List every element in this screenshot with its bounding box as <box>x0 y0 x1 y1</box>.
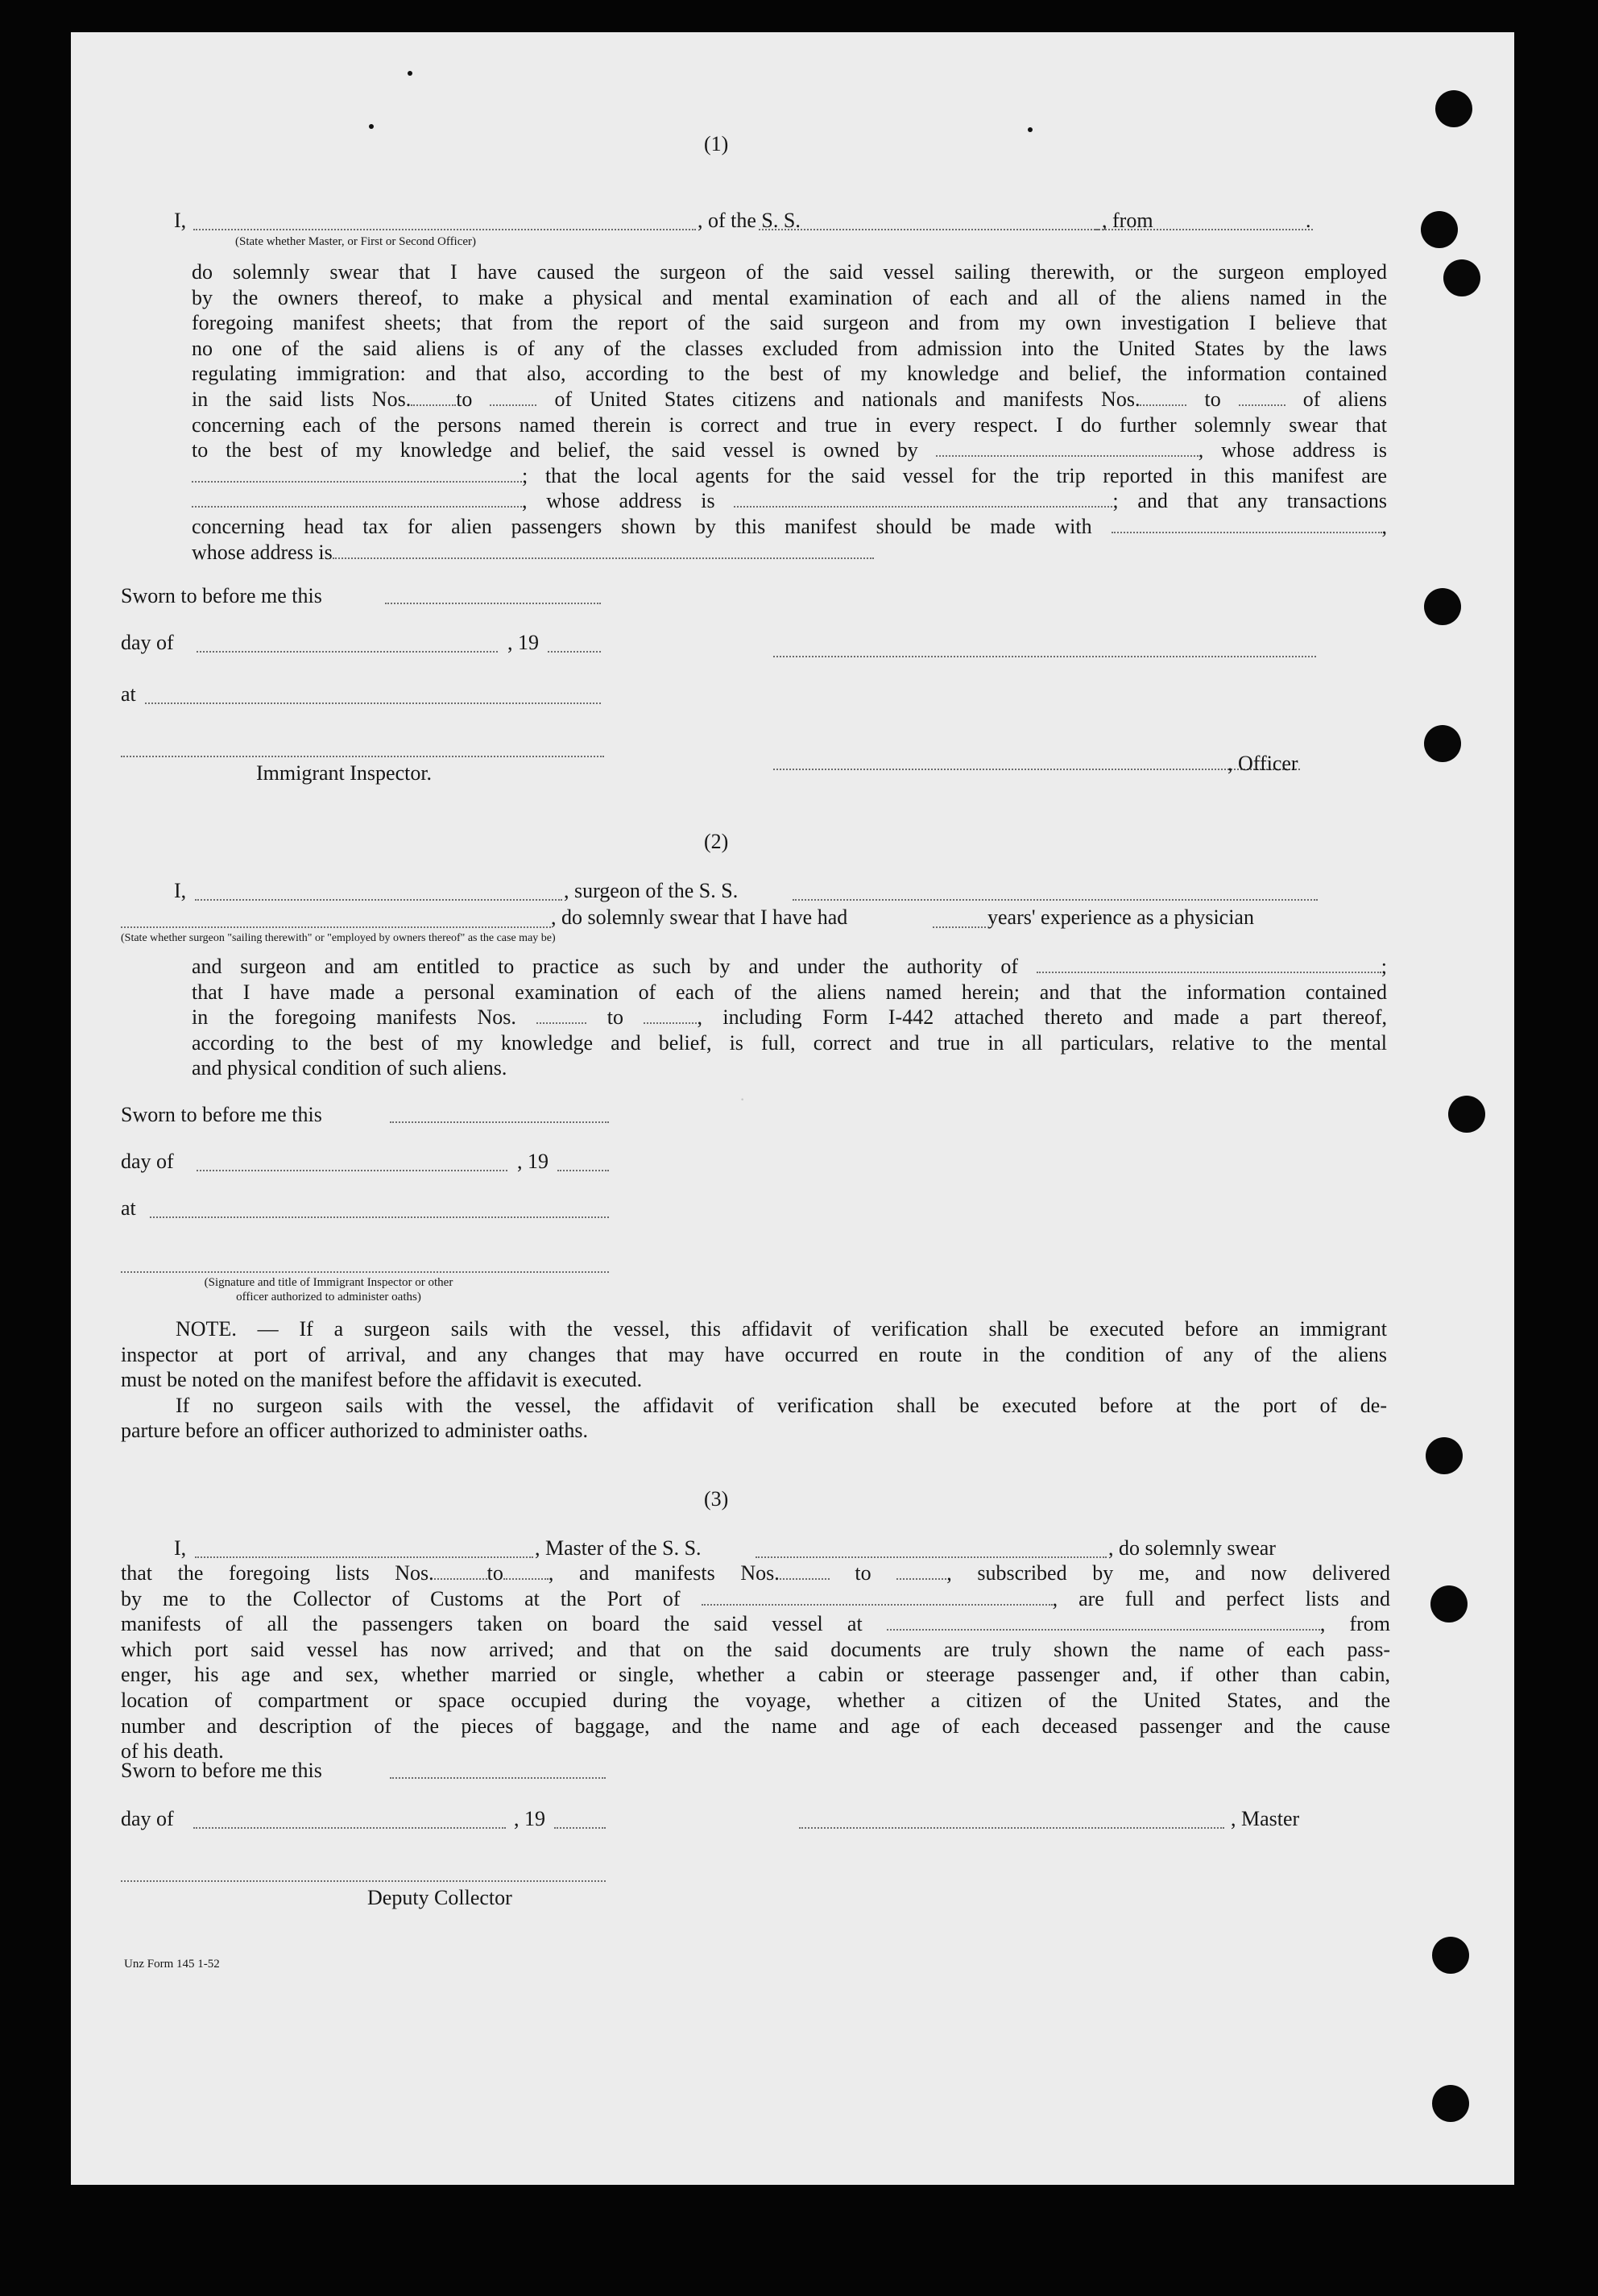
s3-master-of: , Master of the S. S. <box>535 1536 702 1560</box>
s3-text: to <box>855 1561 871 1585</box>
s1-sworn: Sworn to before me this <box>121 584 322 607</box>
s3-ship-field[interactable] <box>756 1556 1107 1558</box>
s1-hint: (State whether Master, or First or Second Officer) <box>235 235 477 248</box>
s3-text: , from <box>1319 1612 1391 1636</box>
note-line: must be noted on the manifest before the affidavit is executed. <box>121 1368 643 1392</box>
s3-line-lists <box>121 1560 1390 1586</box>
punch-hole <box>1432 2085 1469 2122</box>
s3-master-label: , Master <box>1231 1807 1300 1830</box>
s3-list-from-field[interactable] <box>434 1564 487 1580</box>
s3-solemnly: , do solemnly swear <box>1108 1536 1276 1560</box>
s1-oath-paragraph <box>192 259 1387 565</box>
s1-line: regulating immigration: and that also, according to the best of my knowledge and belief, the information contained <box>192 362 1387 386</box>
s2-hint: (State whether surgeon "sailing therewith" or "employed by owners thereof" as the case may be) <box>121 932 556 944</box>
speck <box>408 71 412 76</box>
s1-line-agents <box>192 463 1387 489</box>
s1-line: no one of the said aliens is of any of the classes excluded from admission into the United States by the laws <box>192 336 1387 360</box>
speck <box>369 124 374 129</box>
note-paragraph <box>121 1316 1387 1444</box>
s1-year-field[interactable] <box>548 651 601 653</box>
s2-sworn-field[interactable] <box>390 1121 609 1123</box>
s1-line-lists <box>192 387 1387 412</box>
note-line: parture before an officer authorized to administer oaths. <box>121 1419 588 1443</box>
s1-text: , whose address is <box>522 489 715 513</box>
s3-year-field[interactable] <box>554 1827 606 1829</box>
s2-oath-paragraph <box>192 954 1387 1081</box>
s1-line: do solemnly swear that I have caused the surgeon of the said vessel sailing therewith, or the surgeon employed <box>192 260 1387 284</box>
s1-at-field[interactable] <box>145 702 601 704</box>
s1-headtax-address-field[interactable] <box>333 543 874 559</box>
s3-line: of his death. <box>121 1739 224 1763</box>
s1-officer-label: , Officer <box>1227 752 1298 775</box>
s1-owner-field[interactable] <box>936 441 1198 457</box>
s1-nineteen: , 19 <box>507 631 539 654</box>
s1-manifest-to-field[interactable] <box>1239 390 1285 406</box>
note-line: If no surgeon sails with the vessel, the affidavit of verification shall be executed before at the port of de- <box>176 1393 1387 1417</box>
s2-text: to <box>606 1005 624 1030</box>
s2-sworn: Sworn to before me this <box>121 1103 322 1126</box>
s2-text: and surgeon and am entitled to practice as such by and under the authority of <box>192 955 1019 978</box>
s3-text: , subscribed by me, and now delivered <box>946 1561 1390 1585</box>
s1-text: whose address is <box>192 540 333 564</box>
s1-officer-field[interactable] <box>193 229 696 230</box>
s1-of-ss: , of the S. S. <box>698 209 801 232</box>
s2-line: that I have made a personal examination of each of the aliens named herein; and that the information contained <box>192 980 1387 1004</box>
note-line: NOTE. — If a surgeon sails with the vessel, this affidavit of verification shall be executed before an immigrant <box>176 1317 1387 1341</box>
s1-officer-title-field[interactable] <box>773 769 1300 770</box>
punch-hole <box>1432 1937 1469 1974</box>
s1-text: to <box>1204 387 1221 411</box>
note-line: inspector at port of arrival, and any changes that may have occurred en route in the condition of any of the aliens <box>121 1342 1387 1366</box>
s2-day-of: day of <box>121 1150 174 1173</box>
s3-list-to-field[interactable] <box>503 1564 549 1580</box>
punch-hole <box>1421 211 1458 248</box>
s1-sworn-field[interactable] <box>385 603 601 604</box>
s2-solemnly: , do solemnly swear that I have had <box>551 906 848 929</box>
s1-list-to-field[interactable] <box>490 390 536 406</box>
s1-line-agent-address <box>192 488 1387 514</box>
s1-list-from-field[interactable] <box>411 390 456 406</box>
s2-text: , including Form I-442 attached thereto and made a part thereof, <box>697 1005 1388 1030</box>
s3-day-of: day of <box>121 1807 174 1830</box>
s1-day-of: day of <box>121 631 174 654</box>
section-3-number: (3) <box>704 1487 729 1511</box>
s2-line: and physical condition of such aliens. <box>192 1056 507 1080</box>
s1-officer-signature-field[interactable] <box>773 656 1316 657</box>
s1-inspector-signature-field[interactable] <box>121 756 604 757</box>
s1-inspector-label: Immigrant Inspector. <box>256 761 433 785</box>
s1-period: . <box>1306 209 1311 232</box>
s1-owner-address-field[interactable] <box>192 466 522 483</box>
s3-nineteen: , 19 <box>514 1807 545 1830</box>
s2-surgeon-of: , surgeon of the S. S. <box>564 879 739 902</box>
s2-at: at <box>121 1196 136 1220</box>
s1-text: in the said lists Nos. <box>192 387 412 411</box>
s2-text: in the foregoing manifests Nos. <box>192 1005 516 1030</box>
s3-text: to <box>486 1561 503 1585</box>
s3-collector-signature-field[interactable] <box>121 1880 606 1882</box>
punch-hole <box>1448 1096 1485 1133</box>
punch-hole <box>1424 725 1461 762</box>
s1-line-owner <box>192 437 1387 463</box>
s1-line-address <box>192 540 1387 566</box>
s3-line: which port said vessel has now arrived; and that on the said documents are truly shown the name of each pass- <box>121 1637 1390 1661</box>
s2-year-field[interactable] <box>557 1170 609 1171</box>
s2-surgeon-type-field[interactable] <box>121 926 551 928</box>
s3-text: manifests of all the passengers taken on board the said vessel at <box>121 1612 863 1636</box>
form-number: Unz Form 145 1-52 <box>124 1958 220 1971</box>
s1-text: , whose address is <box>1198 438 1388 462</box>
s3-master-signature-field[interactable] <box>799 1827 1224 1829</box>
section-1-number: (1) <box>704 132 729 155</box>
s1-line: concerning each of the persons named therein is correct and true in every respect. I do further solemnly swear that <box>192 412 1387 437</box>
s1-at: at <box>121 682 136 706</box>
s1-headtax-field[interactable] <box>1112 517 1382 533</box>
s2-day-field[interactable] <box>197 1170 507 1171</box>
s2-line-manifests <box>192 1005 1387 1030</box>
s3-line-port <box>121 1586 1390 1612</box>
s1-text: , <box>1381 514 1388 538</box>
s3-sworn-field[interactable] <box>390 1777 606 1779</box>
s1-text: ; that the local agents for the said vessel for the trip reported in this manifest are <box>522 463 1387 487</box>
s1-text: concerning head tax for alien passengers shown by this manifest should be made with <box>192 514 1092 538</box>
s2-sig-note-1: (Signature and title of Immigrant Inspector or other <box>204 1276 453 1289</box>
punch-hole <box>1424 588 1461 625</box>
s2-ship-field[interactable] <box>793 899 1318 901</box>
s3-boarded-at-field[interactable] <box>887 1614 1320 1631</box>
s3-manifest-to-field[interactable] <box>896 1564 946 1580</box>
s1-line: by the owners thereof, to make a physical and mental examination of each and all of the aliens named in the <box>192 285 1387 309</box>
s1-from-field[interactable] <box>1095 229 1313 230</box>
s3-sworn: Sworn to before me this <box>121 1759 322 1782</box>
punch-hole <box>1430 1585 1468 1623</box>
s2-authority-field[interactable] <box>1037 957 1381 973</box>
s3-line: enger, his age and sex, whether married or single, whether a cabin or steerage passenger and, if other than cabin, <box>121 1663 1390 1687</box>
s3-manifest-from-field[interactable] <box>780 1564 830 1580</box>
s1-text: to the best of my knowledge and belief, the said vessel is owned by <box>192 438 918 462</box>
s3-line: location of compartment or space occupied during the voyage, whether a citizen of the United States, and the <box>121 1688 1390 1712</box>
s2-nineteen: , 19 <box>517 1150 549 1173</box>
s2-at-field[interactable] <box>150 1216 609 1218</box>
s3-text: that the foregoing lists Nos. <box>121 1561 434 1585</box>
punch-hole <box>1435 90 1472 127</box>
s3-line-boarded <box>121 1611 1390 1637</box>
s2-i: I, <box>174 879 187 902</box>
s3-master-name-field[interactable] <box>195 1556 533 1558</box>
s1-agent-address-field[interactable] <box>734 491 1112 508</box>
s2-text: ; <box>1381 955 1388 978</box>
s3-port-field[interactable] <box>702 1589 1053 1606</box>
s1-day-field[interactable] <box>197 651 498 653</box>
s2-manifest-from-field[interactable] <box>536 1008 586 1024</box>
s3-line: number and description of the pieces of baggage, and the name and age of each deceased passenger and the cause <box>121 1714 1390 1738</box>
s3-text: , and manifests Nos. <box>548 1561 780 1585</box>
s2-years-field[interactable] <box>933 926 986 928</box>
s3-text: , are full and perfect lists and <box>1052 1586 1391 1610</box>
s1-i: I, <box>174 209 187 232</box>
s2-line-authority <box>192 954 1387 980</box>
s1-agents-field[interactable] <box>192 491 522 508</box>
s3-deputy-label: Deputy Collector <box>367 1886 512 1909</box>
s3-oath-paragraph <box>121 1560 1390 1764</box>
s2-manifest-to-field[interactable] <box>644 1008 697 1024</box>
s1-text: ; and that any transactions <box>1112 489 1387 513</box>
section-2-number: (2) <box>704 830 729 853</box>
s1-text: of aliens <box>1302 387 1388 411</box>
s1-ship-field[interactable] <box>759 229 1099 230</box>
speck <box>1028 127 1033 132</box>
s2-years: years' experience as a physician <box>987 906 1254 929</box>
s2-sig-note-2: officer authorized to administer oaths) <box>236 1291 421 1303</box>
s2-signature-field[interactable] <box>121 1271 609 1273</box>
s2-surgeon-name-field[interactable] <box>195 899 562 901</box>
s1-text: of United States citizens and nationals and manifests Nos. <box>554 387 1141 411</box>
s2-line: according to the best of my knowledge and belief, is full, correct and true in all particulars, relative to the mental <box>192 1030 1387 1055</box>
s1-text: to <box>456 387 473 411</box>
form-page <box>71 32 1514 2185</box>
faint-mark: · <box>739 1089 746 1109</box>
punch-hole <box>1443 259 1480 296</box>
s1-line: foregoing manifest sheets; that from the report of the said surgeon and from my own investigation I believe that <box>192 311 1387 335</box>
s3-text: by me to the Collector of Customs at the Port of <box>121 1586 681 1610</box>
s3-day-field[interactable] <box>193 1827 506 1829</box>
punch-hole <box>1426 1437 1463 1474</box>
s1-from: , from <box>1102 209 1153 232</box>
s3-i: I, <box>174 1536 187 1560</box>
s1-line-headtax <box>192 514 1387 540</box>
s1-manifest-from-field[interactable] <box>1140 390 1186 406</box>
